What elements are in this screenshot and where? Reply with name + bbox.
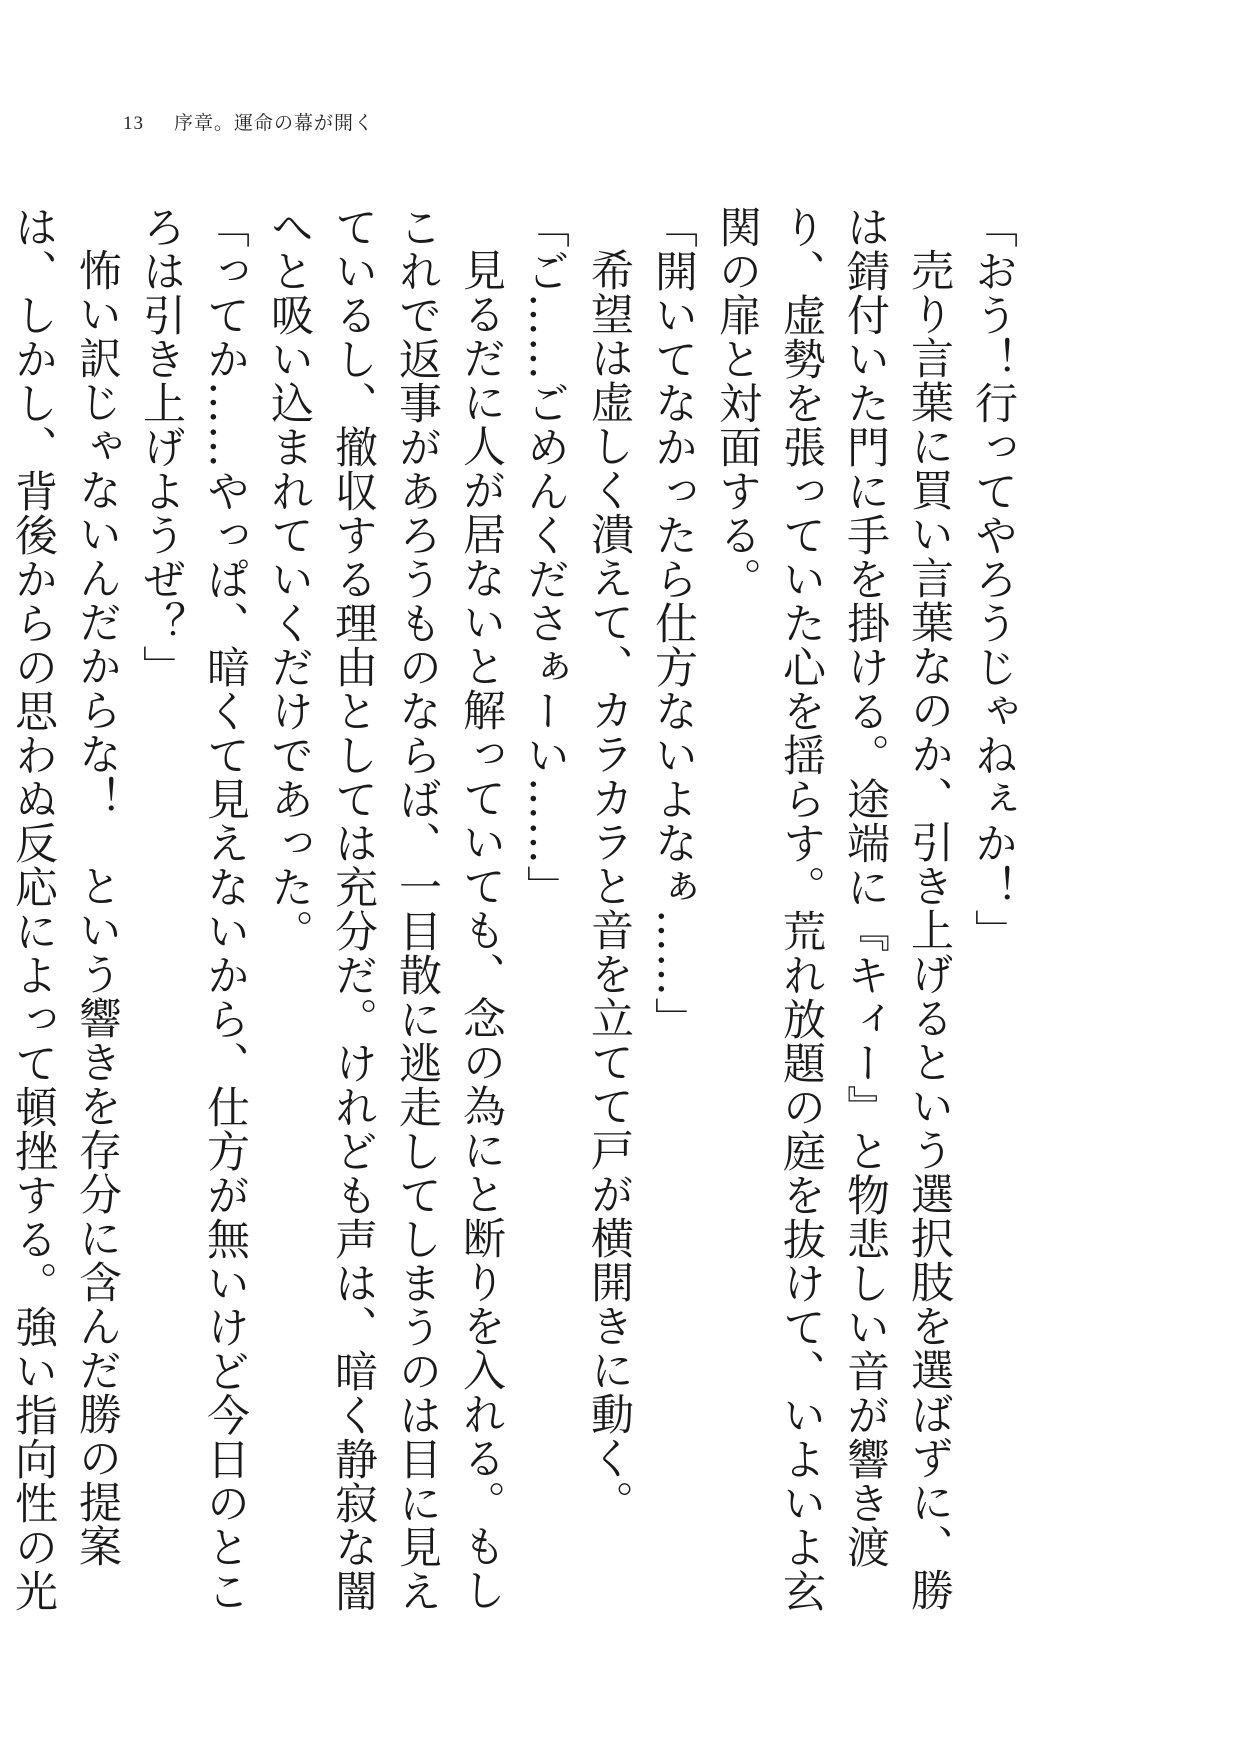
running-header xyxy=(123,108,374,135)
narration-paragraph: 希望は虚しく潰えて、カラカラと音を立てて戸が横開きに動く。 xyxy=(584,248,634,1524)
dialogue-line: 「おう！行ってやろうじゃねぇか！」 xyxy=(968,205,1018,953)
dialogue-line: 「ってか……やっぱ、暗くて見えないから、仕方が無いけど今日のところは引き上げようぜ？」 xyxy=(136,205,250,1613)
vertical-text-body xyxy=(8,205,1025,1625)
chapter-title: 序章。運命の幕が開く xyxy=(174,112,375,134)
dialogue-line: 「ご……ごめんくださぁーい……」 xyxy=(520,205,570,909)
narration-paragraph: 売り言葉に買い言葉なのか、引き上げるという選択肢を選ばずに、勝は錆付いた門に手を掛ける。途端に『キィー』と物悲しい音が響き渡り、虚勢を張っていた心を揺らす。荒れ放題の庭を抜けて、いよいよ玄関の扉と対面する。 xyxy=(712,205,954,1613)
narration-paragraph: 怖い訳じゃないんだからな！ という響きを存分に含んだ勝の提案は、しかし、背後からの思わぬ反応によって頓挫する。強い指向性の光 xyxy=(8,205,122,1613)
dialogue-line: 「開いてなかったら仕方ないよなぁ……」 xyxy=(648,205,698,1041)
narration-paragraph: 見るだに人が居ないと解っていても、念の為にと断りを入れる。もしこれで返事があろうものならば、一目散に逃走してしまうのは目に見えているし、撤収する理由としては充分だ。けれども声は、暗く静寂な闇へと吸い込まれていくだけであった。 xyxy=(264,205,506,1613)
page-number: 13 xyxy=(123,113,144,134)
